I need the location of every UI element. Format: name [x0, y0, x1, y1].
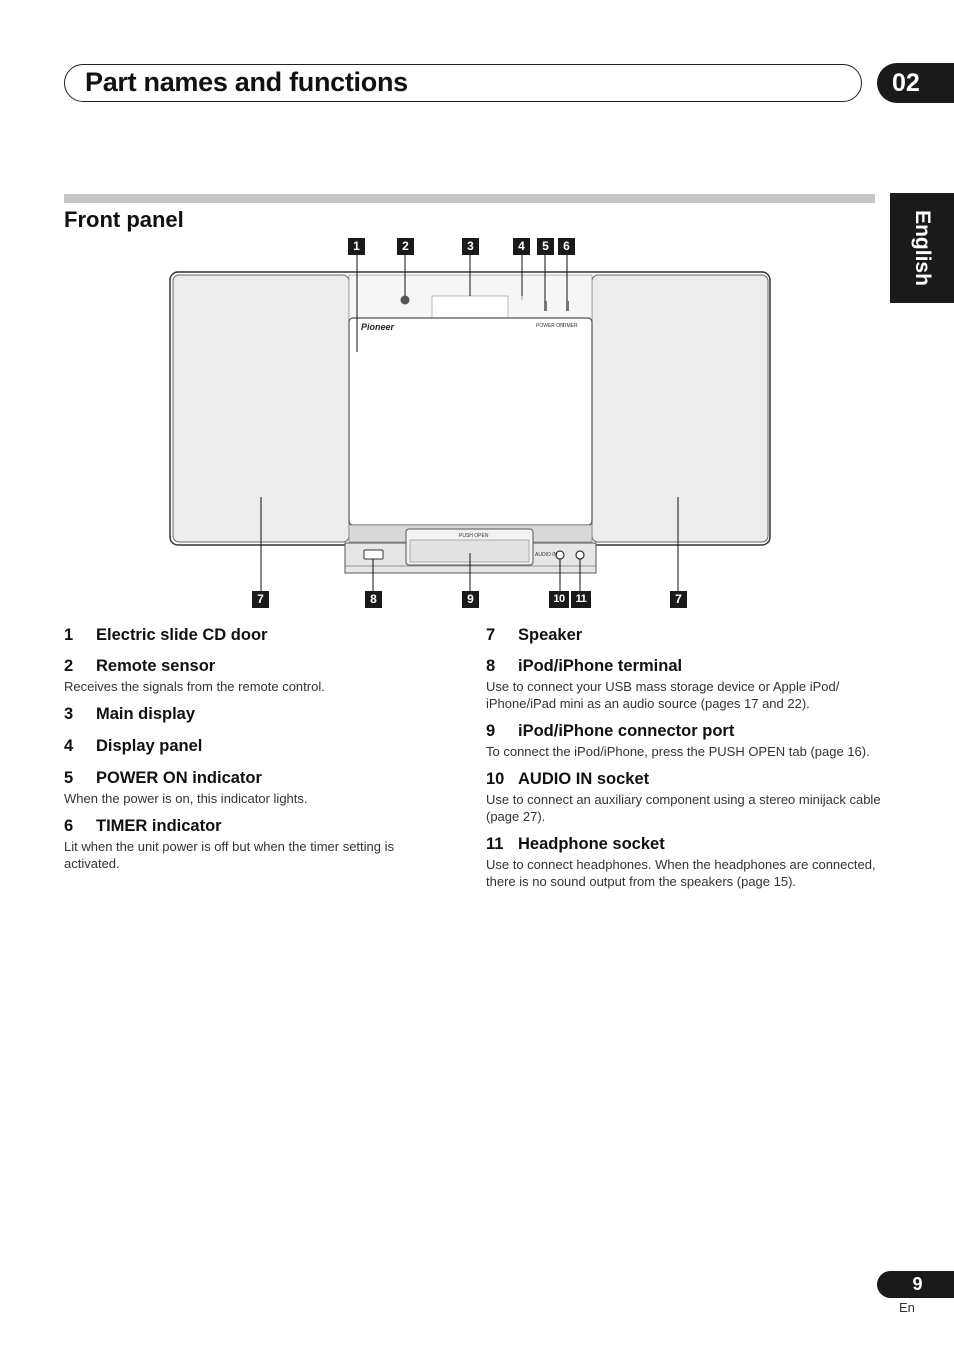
item-title: iPod/iPhone terminal — [518, 657, 683, 675]
brand-logo: Pioneer — [361, 322, 395, 332]
page-number: 9 — [877, 1271, 954, 1298]
power-on-label: POWER ON — [536, 323, 564, 329]
item-description: Receives the signals from the remote control. — [64, 679, 325, 694]
item-number: 5 — [64, 769, 74, 787]
chapter-number-badge: 02 — [877, 63, 954, 103]
remote-sensor — [401, 296, 410, 305]
timer-label: TIMER — [562, 323, 578, 329]
item-number: 6 — [64, 817, 74, 835]
list-item — [64, 624, 444, 646]
callout-1: 1 — [348, 238, 365, 255]
list-item — [486, 720, 886, 760]
list-item — [64, 767, 444, 807]
item-number: 10 — [486, 770, 505, 788]
callout-3: 3 — [462, 238, 479, 255]
item-title: TIMER indicator — [96, 817, 222, 835]
item-title: Speaker — [518, 626, 583, 644]
item-title: AUDIO IN socket — [518, 770, 650, 788]
callout-6: 6 — [558, 238, 575, 255]
item-description: Use to connect your USB mass storage device or Apple iPod/ iPhone/iPad mini as an audio source (pages 17 and 22). — [486, 679, 840, 711]
push-open-label: PUSH OPEN — [459, 533, 489, 539]
item-title: Headphone socket — [518, 835, 665, 853]
item-title: Main display — [96, 705, 196, 723]
item-number: 7 — [486, 626, 496, 644]
audio-in-label: AUDIO IN — [535, 552, 558, 558]
callout-2: 2 — [397, 238, 414, 255]
list-item — [64, 815, 444, 872]
main-display — [432, 296, 508, 319]
right-speaker — [592, 275, 768, 542]
list-item — [486, 624, 886, 646]
list-item — [64, 703, 444, 725]
parts-list-left — [64, 624, 444, 872]
item-description: Use to connect headphones. When the headphones are connected, there is no sound output from the speakers (page 15). — [486, 857, 876, 889]
item-number: 1 — [64, 626, 74, 644]
item-number: 2 — [64, 657, 74, 675]
item-description: When the power is on, this indicator lights. — [64, 791, 308, 806]
callout-7-right: 7 — [670, 591, 687, 608]
callout-5: 5 — [537, 238, 554, 255]
item-number: 4 — [64, 737, 74, 755]
list-item — [64, 735, 444, 757]
item-description: To connect the iPod/iPhone, press the PUSH OPEN tab (page 16). — [486, 744, 870, 759]
page-language-code: En — [899, 1300, 915, 1315]
timer-indicator — [566, 301, 569, 311]
item-title: Remote sensor — [96, 657, 216, 675]
cd-door — [349, 318, 592, 525]
callout-11: 11 — [571, 591, 591, 608]
section-title: Front panel — [64, 207, 184, 232]
list-item — [486, 655, 886, 712]
page-title: Part names and functions — [85, 67, 408, 97]
item-number: 9 — [486, 722, 496, 740]
item-title: iPod/iPhone connector port — [518, 722, 735, 740]
headphone-socket — [576, 551, 584, 559]
callout-10: 10 — [549, 591, 569, 608]
callout-4: 4 — [513, 238, 530, 255]
item-number: 8 — [486, 657, 496, 675]
item-description: Use to connect an auxiliary component using a stereo minijack cable (page 27). — [486, 792, 881, 824]
item-description: Lit when the unit power is off but when the timer setting is activated. — [64, 839, 394, 871]
item-title: POWER ON indicator — [96, 769, 262, 787]
list-item — [64, 655, 444, 695]
callout-8: 8 — [365, 591, 382, 608]
callout-9: 9 — [462, 591, 479, 608]
usb-terminal — [364, 550, 383, 559]
language-tab-label: English — [911, 210, 934, 286]
item-title: Display panel — [96, 737, 203, 755]
power-on-indicator — [544, 301, 547, 311]
list-item — [486, 833, 886, 890]
list-item — [486, 768, 886, 825]
item-number: 11 — [486, 835, 504, 853]
parts-list-right — [486, 624, 886, 890]
callout-7-left: 7 — [252, 591, 269, 608]
item-title: Electric slide CD door — [96, 626, 268, 644]
item-number: 3 — [64, 705, 74, 723]
